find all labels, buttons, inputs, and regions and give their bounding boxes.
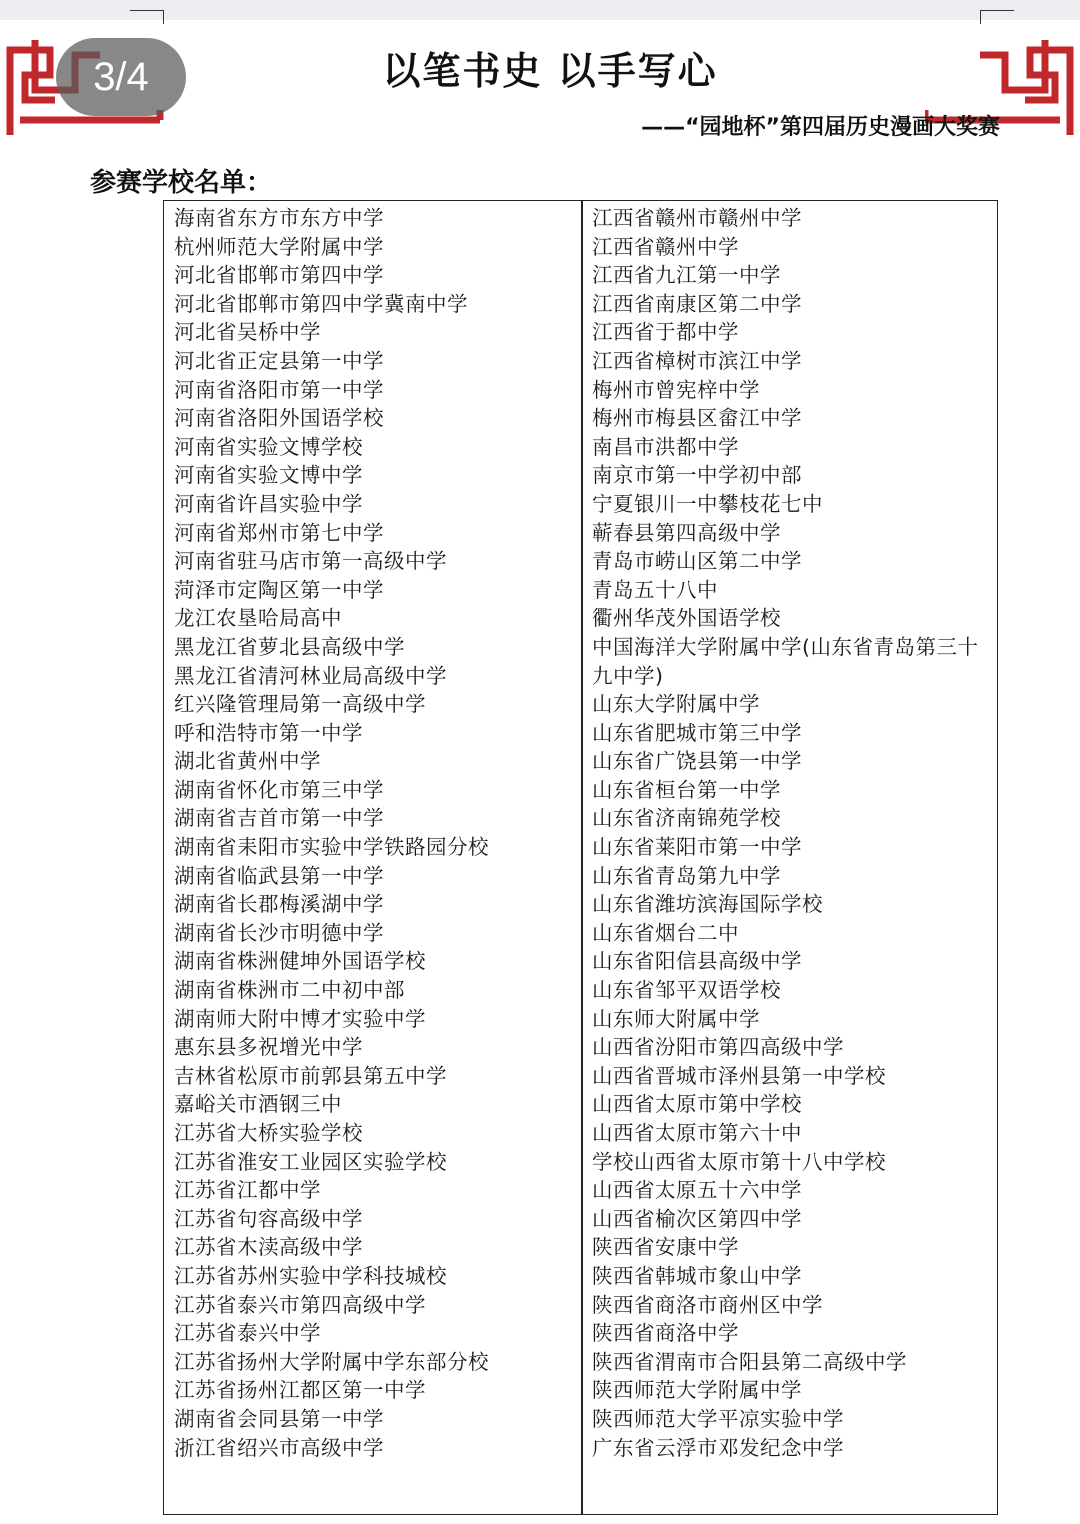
school-list-item: 南昌市洪都中学 [592, 434, 739, 459]
school-list-item: 南京市第一中学初中部 [592, 463, 802, 488]
school-list-item: 江苏省泰兴中学 [174, 1321, 321, 1346]
school-list-item: 江苏省淮安工业园区实验学校 [174, 1149, 447, 1174]
school-list-item: 江苏省苏州实验中学科技城校 [174, 1263, 447, 1288]
school-list-item: 山东省烟台二中 [592, 920, 739, 945]
school-list-item: 山西省太原市第中学校 [592, 1092, 802, 1117]
school-list-item: 黑龙江省清河林业局高级中学 [174, 663, 447, 688]
school-list-item: 江苏省江都中学 [174, 1178, 321, 1203]
school-list-item: 河南省洛阳外国语学校 [174, 406, 384, 431]
school-list-item: 河北省吴桥中学 [174, 320, 321, 345]
school-list-item: 陕西省渭南市合阳县第二高级中学 [592, 1349, 907, 1374]
school-list-item: 河南省实验文博中学 [174, 463, 363, 488]
school-list-item: 山东师大附属中学 [592, 1006, 760, 1031]
school-list-item: 浙江省绍兴市高级中学 [174, 1435, 384, 1460]
school-list-item: 红兴隆管理局第一高级中学 [174, 692, 426, 717]
school-list-item: 龙江农垦哈局高中 [174, 606, 342, 631]
school-list-item: 湖南省耒阳市实验中学铁路园分校 [174, 835, 489, 860]
school-list-item: 河北省邯郸市第四中学 [174, 263, 384, 288]
school-list-item: 湖南师大附中博才实验中学 [174, 1006, 426, 1031]
school-list-item: 呼和浩特市第一中学 [174, 720, 363, 745]
school-list-item: 江西省赣州市赣州中学 [592, 206, 802, 230]
school-list-item: 陕西师范大学附属中学 [592, 1378, 802, 1403]
school-list-item: 山东省肥城市第三中学 [592, 720, 802, 745]
school-list-item: 蕲春县第四高级中学 [592, 520, 781, 545]
school-list-item: 梅州市梅县区畲江中学 [592, 406, 802, 431]
school-list-item: 陕西省安康中学 [592, 1235, 739, 1260]
school-list-item: 江西省九江第一中学 [592, 263, 781, 288]
school-list-item: 江西省樟树市滨江中学 [592, 348, 802, 373]
school-list-item: 河南省郑州市第七中学 [174, 520, 384, 545]
school-list-item: 江苏省木渎高级中学 [174, 1235, 363, 1260]
school-list-item: 黑龙江省萝北县高级中学 [174, 634, 405, 659]
school-list-left-column [174, 204, 574, 1462]
school-list-right-column [592, 204, 987, 1462]
school-list-item: 湖南省会同县第一中学 [174, 1406, 384, 1431]
school-list-item: 河南省实验文博学校 [174, 434, 363, 459]
school-list-item: 江西省赣州中学 [592, 234, 739, 259]
school-list-item: 江苏省扬州江都区第一中学 [174, 1378, 426, 1403]
school-list-item: 山东大学附属中学 [592, 692, 760, 717]
school-list-item: 湖北省黄州中学 [174, 749, 321, 774]
school-list-item: 山西省太原市第六十中 [592, 1121, 802, 1145]
school-list-item: 吉林省松原市前郭县第五中学 [174, 1063, 447, 1088]
crop-mark-right-vertical [980, 10, 981, 24]
page-indicator: 3/4 [56, 38, 186, 116]
crop-mark-right [980, 10, 1014, 11]
school-list-item: 江西省于都中学 [592, 320, 739, 345]
school-list-item: 山东省广饶县第一中学 [592, 749, 802, 774]
school-list-item: 陕西师范大学平凉实验中学 [592, 1406, 844, 1431]
school-list-item: 青岛五十八中 [592, 577, 718, 602]
crop-mark-left [130, 10, 164, 11]
school-list-item: 陕西省商洛市商州区中学 [592, 1292, 823, 1317]
school-list-item: 山东省济南锦苑学校 [592, 806, 781, 831]
school-list-item: 湖南省株洲市二中初中部 [174, 978, 405, 1003]
school-list-item: 湖南省吉首市第一中学 [174, 806, 384, 831]
school-list-item: 青岛市崂山区第二中学 [592, 549, 802, 574]
school-list-item: 河南省驻马店市第一高级中学 [174, 549, 447, 574]
column-divider [581, 201, 583, 1514]
school-list-item: 山东省桓台第一中学 [592, 777, 781, 802]
school-list-table [163, 200, 998, 1515]
crop-mark-left-vertical [163, 10, 164, 24]
school-list-item: 湖南省临武县第一中学 [174, 863, 384, 888]
school-list-item: 山西省榆次区第四中学 [592, 1206, 802, 1231]
school-list-item: 河南省洛阳市第一中学 [174, 377, 384, 402]
school-list-item: 江苏省句容高级中学 [174, 1206, 363, 1231]
school-list-item: 湖南省株洲健坤外国语学校 [174, 949, 426, 974]
school-list-item: 宁夏银川一中攀枝花七中 [592, 491, 823, 516]
school-list-item: 陕西省韩城市象山中学 [592, 1263, 802, 1288]
school-list-item: 广东省云浮市邓发纪念中学 [592, 1435, 844, 1460]
school-list-item: 菏泽市定陶区第一中学 [174, 577, 384, 602]
school-list-item: 湖南省怀化市第三中学 [174, 777, 384, 802]
school-list-item: 陕西省商洛中学 [592, 1321, 739, 1346]
school-list-item: 山西省汾阳市第四高级中学 [592, 1035, 844, 1060]
school-list-item: 山东省阳信县高级中学 [592, 949, 802, 974]
school-list-item: 江苏省扬州大学附属中学东部分校 [174, 1349, 489, 1374]
school-list-item: 山西省太原五十六中学 [592, 1178, 802, 1203]
school-list-item: 湖南省长沙市明德中学 [174, 920, 384, 945]
school-list-item: 海南省东方市东方中学 [174, 206, 384, 230]
school-list-item: 河北省正定县第一中学 [174, 348, 384, 373]
school-list-item: 湖南省长郡梅溪湖中学 [174, 892, 384, 917]
school-list-item: 山东省邹平双语学校 [592, 978, 781, 1003]
page-subtitle: ——“园地杯”第四届历史漫画大奖赛 [641, 115, 1000, 140]
school-list-item: 杭州师范大学附属中学 [174, 234, 384, 259]
school-list-item: 山东省潍坊滨海国际学校 [592, 892, 823, 917]
school-list-item: 山东省青岛第九中学 [592, 863, 781, 888]
school-list-item: 河南省许昌实验中学 [174, 491, 363, 516]
page-title: 以笔书史 以手写心 [382, 49, 718, 93]
school-list-item: 中国海洋大学附属中学(山东省青岛第三十九中学) [592, 634, 979, 688]
school-list-item: 嘉峪关市酒钢三中 [174, 1092, 342, 1117]
school-list-item: 山西省晋城市泽州县第一中学校 [592, 1063, 886, 1088]
school-list-item: 惠东县多祝增光中学 [174, 1035, 363, 1060]
school-list-heading: 参赛学校名单： [90, 168, 273, 198]
school-list-item: 江西省南康区第二中学 [592, 291, 802, 316]
school-list-item: 江苏省泰兴市第四高级中学 [174, 1292, 426, 1317]
school-list-item: 梅州市曾宪梓中学 [592, 377, 760, 402]
school-list-item: 学校山西省太原市第十八中学校 [592, 1149, 886, 1174]
school-list-item: 江苏省大桥实验学校 [174, 1121, 363, 1145]
school-list-item: 衢州华茂外国语学校 [592, 606, 781, 631]
school-list-item: 山东省莱阳市第一中学 [592, 835, 802, 860]
school-list-item: 河北省邯郸市第四中学冀南中学 [174, 291, 468, 316]
